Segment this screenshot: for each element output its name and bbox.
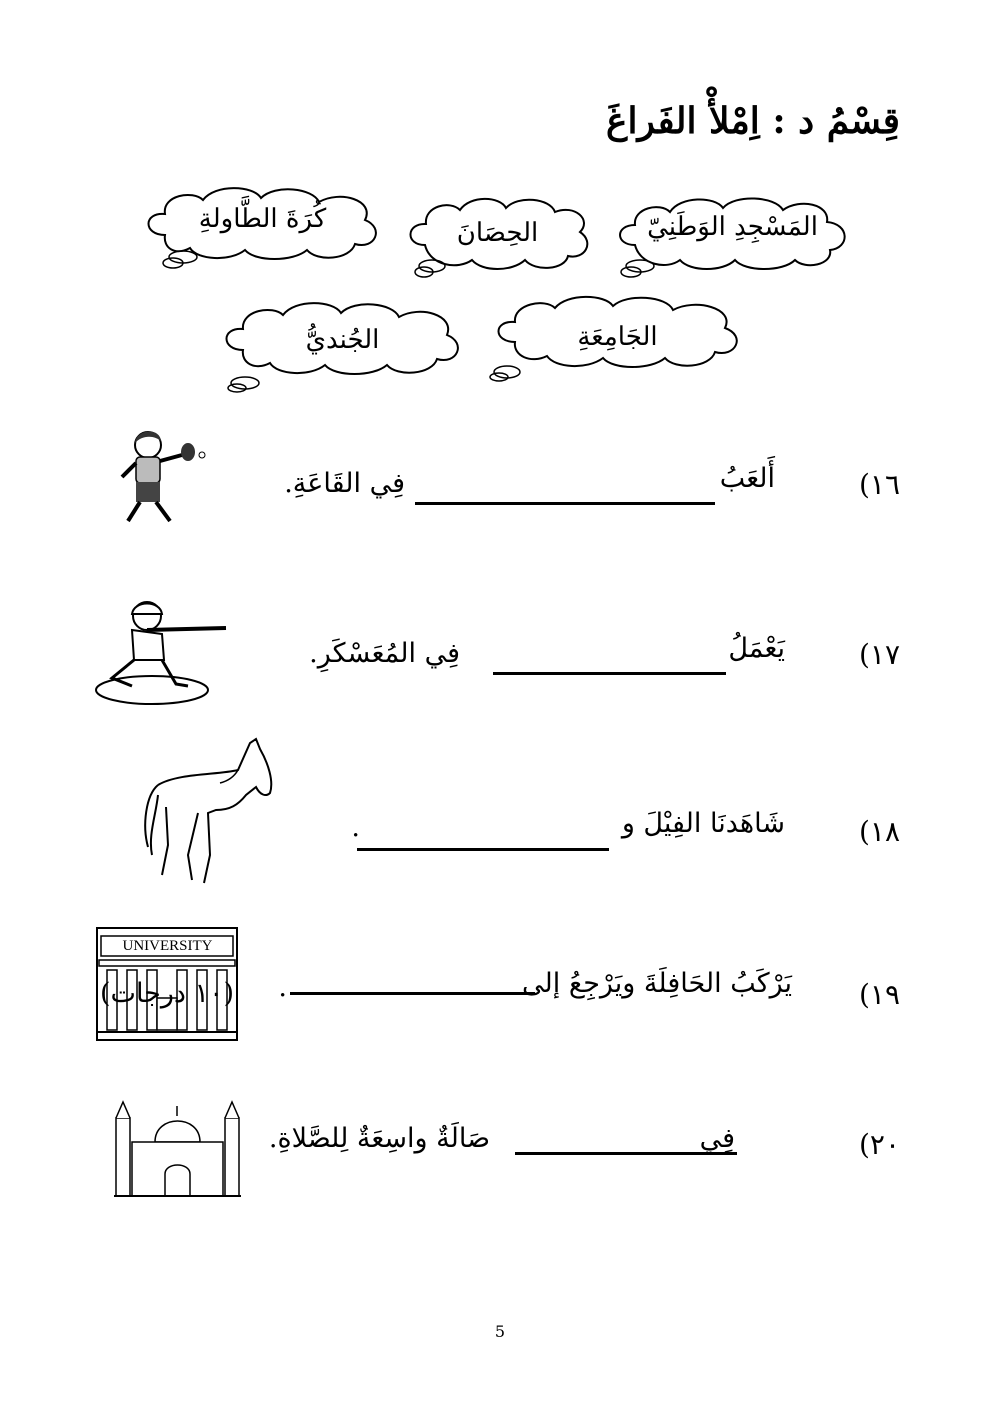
word-bank-cloud (215, 295, 470, 395)
answer-blank[interactable] (290, 992, 535, 995)
word-bank-item: الجُنديُّ (305, 325, 380, 355)
soldier-icon (92, 598, 232, 708)
question-text-before: يَعْمَلُ (728, 633, 785, 664)
word-bank-cloud (605, 190, 860, 285)
question-number: ١٩) (858, 978, 900, 1011)
question-text-before: فِي (699, 1123, 735, 1154)
answer-blank[interactable] (493, 672, 726, 675)
question-number: ١٨) (858, 815, 900, 848)
boy-table-tennis-icon (108, 425, 208, 530)
question-number: ٢٠) (858, 1128, 900, 1161)
word-bank-cloud (135, 180, 390, 275)
question-text-after: فِي القَاعَةِ. (284, 468, 405, 499)
mosque-icon (110, 1090, 245, 1200)
question-number: ١٦) (858, 468, 900, 501)
question-text-after: فِي المُعَسْكَرِ. (309, 638, 460, 669)
horse-icon (138, 735, 278, 885)
question-text-before: شَاهَدنَا الفِيْلَ و (621, 808, 785, 839)
word-bank-item: الحِصَانَ (456, 218, 539, 248)
section-title: قِسْمُ د : اِمْلأْ الفَراغَ (605, 100, 900, 142)
word-bank-item: المَسْجِدِ الوَطَنِيّ (647, 212, 818, 242)
word-bank-cloud (485, 290, 750, 385)
word-bank-item: الجَامِعَةِ (577, 322, 658, 352)
word-bank-cloud (400, 190, 595, 285)
question-text-before: يَرْكَبُ الحَافِلَةَ ويَرْجِعُ إلى (522, 968, 792, 999)
answer-blank[interactable] (515, 1152, 737, 1155)
answer-blank[interactable] (415, 502, 715, 505)
total-marks: (١٠ درجات) (100, 978, 235, 1009)
question-text-after: . (278, 972, 287, 1003)
question-text-after: صَالَةٌ واسِعَةٌ لِلصَّلاةِ. (268, 1123, 490, 1154)
question-text-after: . (351, 812, 360, 843)
answer-blank[interactable] (357, 848, 609, 851)
page-number: 5 (494, 1322, 506, 1341)
word-bank-item: كُرَةَ الطَّاولةِ (198, 204, 327, 234)
question-text-before: أَلعَبُ (719, 463, 775, 494)
university-sign: UNIVERSITY (122, 938, 213, 954)
question-number: ١٧) (858, 638, 900, 671)
